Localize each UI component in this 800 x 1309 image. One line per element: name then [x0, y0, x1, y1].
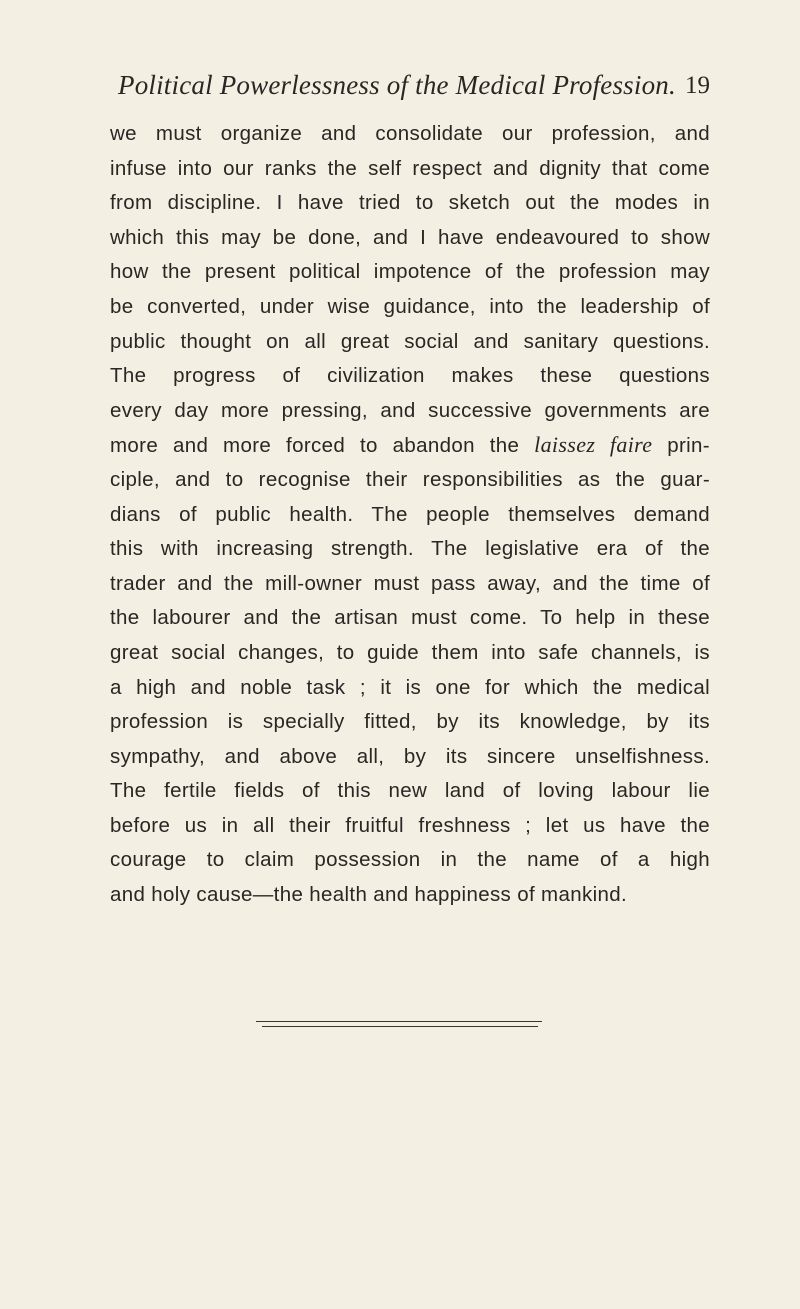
text-line: infuse into our ranks the self respect and dignity that come	[110, 156, 710, 180]
text-line: a high and noble task ; it is one for which the medical	[110, 675, 710, 699]
text-line: dians of public health. The people themselves demand	[110, 502, 710, 526]
page-number: 19	[685, 72, 710, 99]
text-line: courage to claim possession in the name of a high	[110, 848, 710, 872]
text-line: which this may be done, and I have endeavoured to show	[110, 225, 710, 249]
text-segment: more and more forced to abandon the	[110, 434, 535, 458]
running-head	[118, 70, 710, 110]
text-line: the labourer and the artisan must come. To help in these	[110, 606, 710, 630]
body-paragraph	[110, 117, 710, 913]
text-line: every day more pressing, and successive governments are	[110, 398, 710, 422]
text-line: The progress of civilization makes these questions	[110, 364, 710, 388]
text-line: how the present political impotence of the profession may	[110, 260, 710, 284]
end-rule	[256, 1021, 542, 1022]
text-line: and holy cause—the health and happiness of mankind.	[110, 883, 628, 907]
text-segment: prin-	[652, 434, 710, 458]
text-line: from discipline. I have tried to sketch out the modes in	[110, 191, 710, 215]
text-line: great social changes, to guide them into safe channels, is	[110, 640, 710, 664]
italic-phrase: laissez faire	[534, 432, 653, 458]
text-line-with-italic	[110, 428, 710, 463]
text-line: before us in all their fruitful freshness ; let us have the	[110, 813, 710, 837]
text-line: public thought on all great social and sanitary questions.	[110, 329, 710, 353]
text-line: sympathy, and above all, by its sincere unselfishness.	[110, 744, 710, 768]
text-line: ciple, and to recognise their responsibilities as the guar-	[110, 467, 710, 491]
text-line: profession is specially fitted, by its knowledge, by its	[110, 710, 710, 734]
text-line: The fertile fields of this new land of loving labour lie	[110, 779, 710, 803]
end-rule	[262, 1026, 538, 1027]
text-line: be converted, under wise guidance, into the leadership of	[110, 294, 710, 318]
running-title: Political Powerlessness of the Medical Profession.	[118, 70, 676, 100]
text-line: we must organize and consolidate our profession, and	[110, 122, 710, 145]
text-line: trader and the mill-owner must pass away, and the time of	[110, 571, 710, 595]
text-line: this with increasing strength. The legislative era of the	[110, 537, 710, 561]
